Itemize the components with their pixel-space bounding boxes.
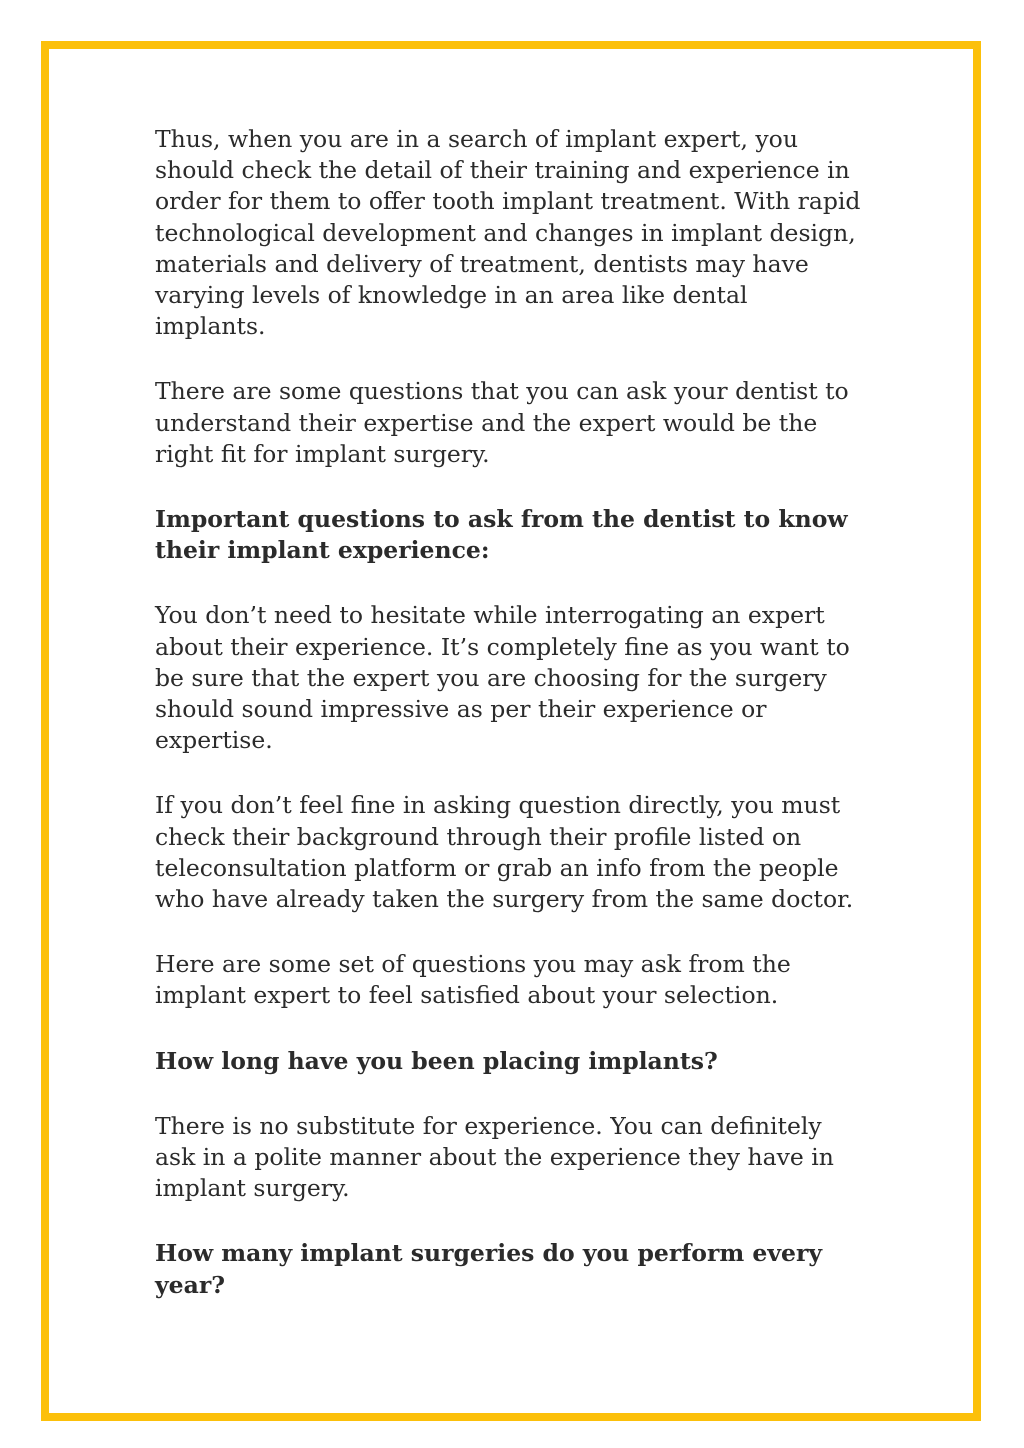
heading-important-questions: Important questions to ask from the dentist to know their implant experience: [155, 505, 848, 565]
document-content [155, 124, 865, 1335]
paragraph-check-background: If you don’t feel fine in asking question directly, you must check their background through their profile listed on teleconsultation platform or grab an info from the people who have already taken the surgery from the same doctor. [155, 791, 854, 914]
paragraph-questions-intro: There are some questions that you can ask your dentist to understand their expertise and the expert would be the right fit for implant surgery. [155, 377, 849, 468]
paragraph-no-substitute: There is no substitute for experience. You can definitely ask in a polite manner about the experience they have in implant surgery. [155, 1111, 834, 1203]
heading-how-long: How long have you been placing implants? [155, 1046, 718, 1075]
paragraph-no-hesitation: You don’t need to hesitate while interrogating an expert about their experience. It’s completely fine as you want to be sure that the expert you are choosing for the surgery should sound impressive as per their experience or expertise. [155, 601, 850, 755]
paragraph-set-of-questions: Here are some set of questions you may ask from the implant expert to feel satisfied about your selection. [155, 950, 791, 1010]
heading-how-many-surgeries: How many implant surgeries do you perform every year? [155, 1239, 823, 1299]
paragraph-implant-expert-training: Thus, when you are in a search of implant expert, you should check the detail of their training and experience in order for them to offer tooth implant treatment. With rapid technological development and changes in implant design, materials and delivery of treatment, dentists may have varying levels of knowledge in an area like dental implants. [155, 125, 861, 341]
